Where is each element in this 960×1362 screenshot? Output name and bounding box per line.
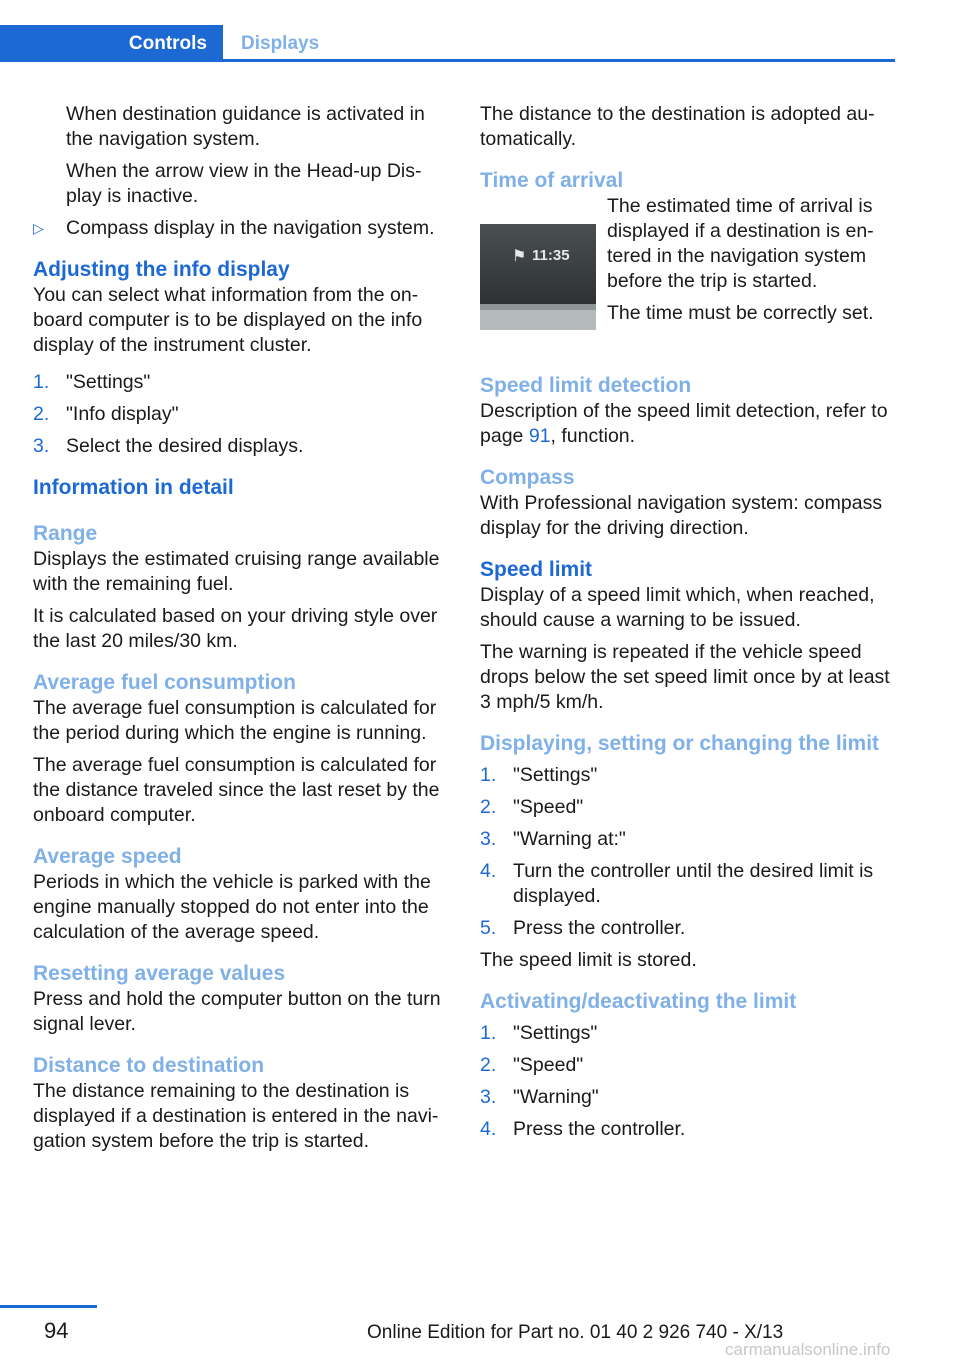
- speed-detect-post: , function.: [550, 425, 636, 447]
- distance-heading: Distance to destination: [33, 1054, 265, 1077]
- page-number: 94: [44, 1318, 69, 1343]
- step-number: 4.: [480, 860, 497, 882]
- step-text: Press the controller.: [513, 1118, 686, 1140]
- watermark: carmanualsonline.info: [725, 1340, 891, 1359]
- step-text: "Speed": [513, 796, 584, 818]
- arrival-text-block: [607, 194, 897, 333]
- range-text-1: Displays the estimated cruising range available with the remaining fuel.: [33, 548, 440, 595]
- speed-detect-pre: Description of the speed limit detection, refer to page: [480, 400, 888, 447]
- stored-text: The speed limit is stored.: [480, 949, 697, 971]
- intro-text-2: When the arrow view in the Head-up Dis-play is inactive.: [66, 160, 422, 207]
- page-link[interactable]: 91: [528, 425, 551, 447]
- speed-detect-text: [480, 399, 900, 449]
- bullet-text: Compass display in the navigation system.: [66, 217, 435, 239]
- list-item: [480, 859, 900, 909]
- distance-text: The distance remaining to the destination is displayed if a destination is entered in the navi-gation system before the trip is started.: [33, 1080, 439, 1152]
- arrival-text-2: The time must be correctly set.: [607, 302, 874, 324]
- list-item: [480, 795, 900, 820]
- avg-fuel-text-1: The average fuel consumption is calculated for the period during which the engine is running.: [33, 697, 437, 744]
- adjusting-text: You can select what information from the on-board computer is to be displayed on the info display of the instrument cluster.: [33, 284, 423, 356]
- speed-limit-text-2: The warning is repeated if the vehicle speed drops below the set speed limit once by at least 3 mph/5 km/h.: [480, 641, 890, 713]
- list-item: [480, 763, 900, 788]
- step-text: "Settings": [513, 764, 598, 786]
- step-number: 1.: [480, 1022, 497, 1044]
- arrival-heading: Time of arrival: [480, 169, 624, 192]
- list-item: [33, 434, 453, 459]
- compass-heading: Compass: [480, 466, 575, 489]
- header-divider: [0, 59, 895, 62]
- destination-flag-icon: ⚑: [512, 248, 527, 265]
- list-item: [480, 1085, 900, 1110]
- steps-list: [33, 370, 453, 459]
- list-item: [480, 1053, 900, 1078]
- distance-continued-text: The distance to the destination is adopted au-tomatically.: [480, 103, 875, 150]
- avg-fuel-heading: Average fuel consumption: [33, 671, 296, 694]
- set-limit-heading: Displaying, setting or changing the limit: [480, 732, 880, 755]
- range-heading: Range: [33, 522, 98, 545]
- avg-speed-heading: Average speed: [33, 845, 182, 868]
- arrival-text-1: The estimated time of arrival is displayed if a destination is en-tered in the navigation system before the trip is started.: [607, 195, 874, 292]
- bullet-list: [33, 216, 453, 241]
- info-heading: Information in detail: [33, 476, 234, 499]
- header-bar: [0, 25, 895, 62]
- activate-heading: Activating/deactivating the limit: [480, 990, 797, 1013]
- tab-controls[interactable]: Controls: [0, 25, 223, 62]
- compass-text: With Professional navigation system: compass display for the driving direction.: [480, 492, 883, 539]
- step-number: 2.: [480, 1054, 497, 1076]
- step-text: "Speed": [513, 1054, 584, 1076]
- activate-steps-list: [480, 1021, 900, 1142]
- step-text: Press the controller.: [513, 917, 686, 939]
- step-number: 4.: [480, 1118, 497, 1140]
- speed-detect-heading: Speed limit detection: [480, 374, 692, 397]
- list-item: [480, 827, 900, 852]
- adjusting-heading: Adjusting the info display: [33, 258, 290, 281]
- left-column: [33, 102, 453, 1161]
- step-text: "Warning": [513, 1086, 599, 1108]
- step-text: Turn the controller until the desired limit is displayed.: [513, 860, 874, 907]
- tab-displays[interactable]: Displays: [241, 33, 320, 54]
- triangle-right-icon: ▷: [33, 220, 44, 236]
- reset-heading: Resetting average values: [33, 962, 286, 985]
- right-column: [480, 102, 900, 1149]
- speed-limit-heading: Speed limit: [480, 558, 593, 581]
- list-item: [480, 1117, 900, 1142]
- list-item: [480, 916, 900, 941]
- arrival-display-image: [480, 224, 596, 330]
- step-number: 1.: [480, 764, 497, 786]
- reset-text: Press and hold the computer button on the turn signal lever.: [33, 988, 441, 1035]
- avg-fuel-text-2: The average fuel consumption is calculated for the distance traveled since the last reset by the onboard computer.: [33, 754, 440, 826]
- step-number: 1.: [33, 371, 50, 393]
- edition-text: Online Edition for Part no. 01 40 2 926 740 - X/13: [367, 1322, 784, 1343]
- footer-divider: [0, 1305, 97, 1308]
- step-number: 3.: [480, 1086, 497, 1108]
- step-number: 3.: [33, 435, 50, 457]
- display-base: [480, 310, 596, 330]
- step-number: 2.: [480, 796, 497, 818]
- list-item: [33, 216, 453, 241]
- step-text: Select the desired displays.: [66, 435, 304, 457]
- list-item: [33, 402, 453, 427]
- avg-speed-text: Periods in which the vehicle is parked with the engine manually stopped do not enter into the calculation of the average speed.: [33, 871, 431, 943]
- set-steps-list: [480, 763, 900, 941]
- step-text: "Settings": [66, 371, 151, 393]
- step-text: "Info display": [66, 403, 179, 425]
- arrival-time-value: 11:35: [532, 247, 570, 264]
- step-text: "Warning at:": [513, 828, 626, 850]
- list-item: [33, 370, 453, 395]
- range-text-2: It is calculated based on your driving style over the last 20 miles/30 km.: [33, 605, 438, 652]
- speed-limit-text-1: Display of a speed limit which, when reached, should cause a warning to be issued.: [480, 584, 875, 631]
- step-number: 5.: [480, 917, 497, 939]
- arrival-section: [480, 194, 900, 357]
- step-number: 2.: [33, 403, 50, 425]
- step-text: "Settings": [513, 1022, 598, 1044]
- list-item: [480, 1021, 900, 1046]
- intro-text-1: When destination guidance is activated in the navigation system.: [66, 103, 425, 150]
- step-number: 3.: [480, 828, 497, 850]
